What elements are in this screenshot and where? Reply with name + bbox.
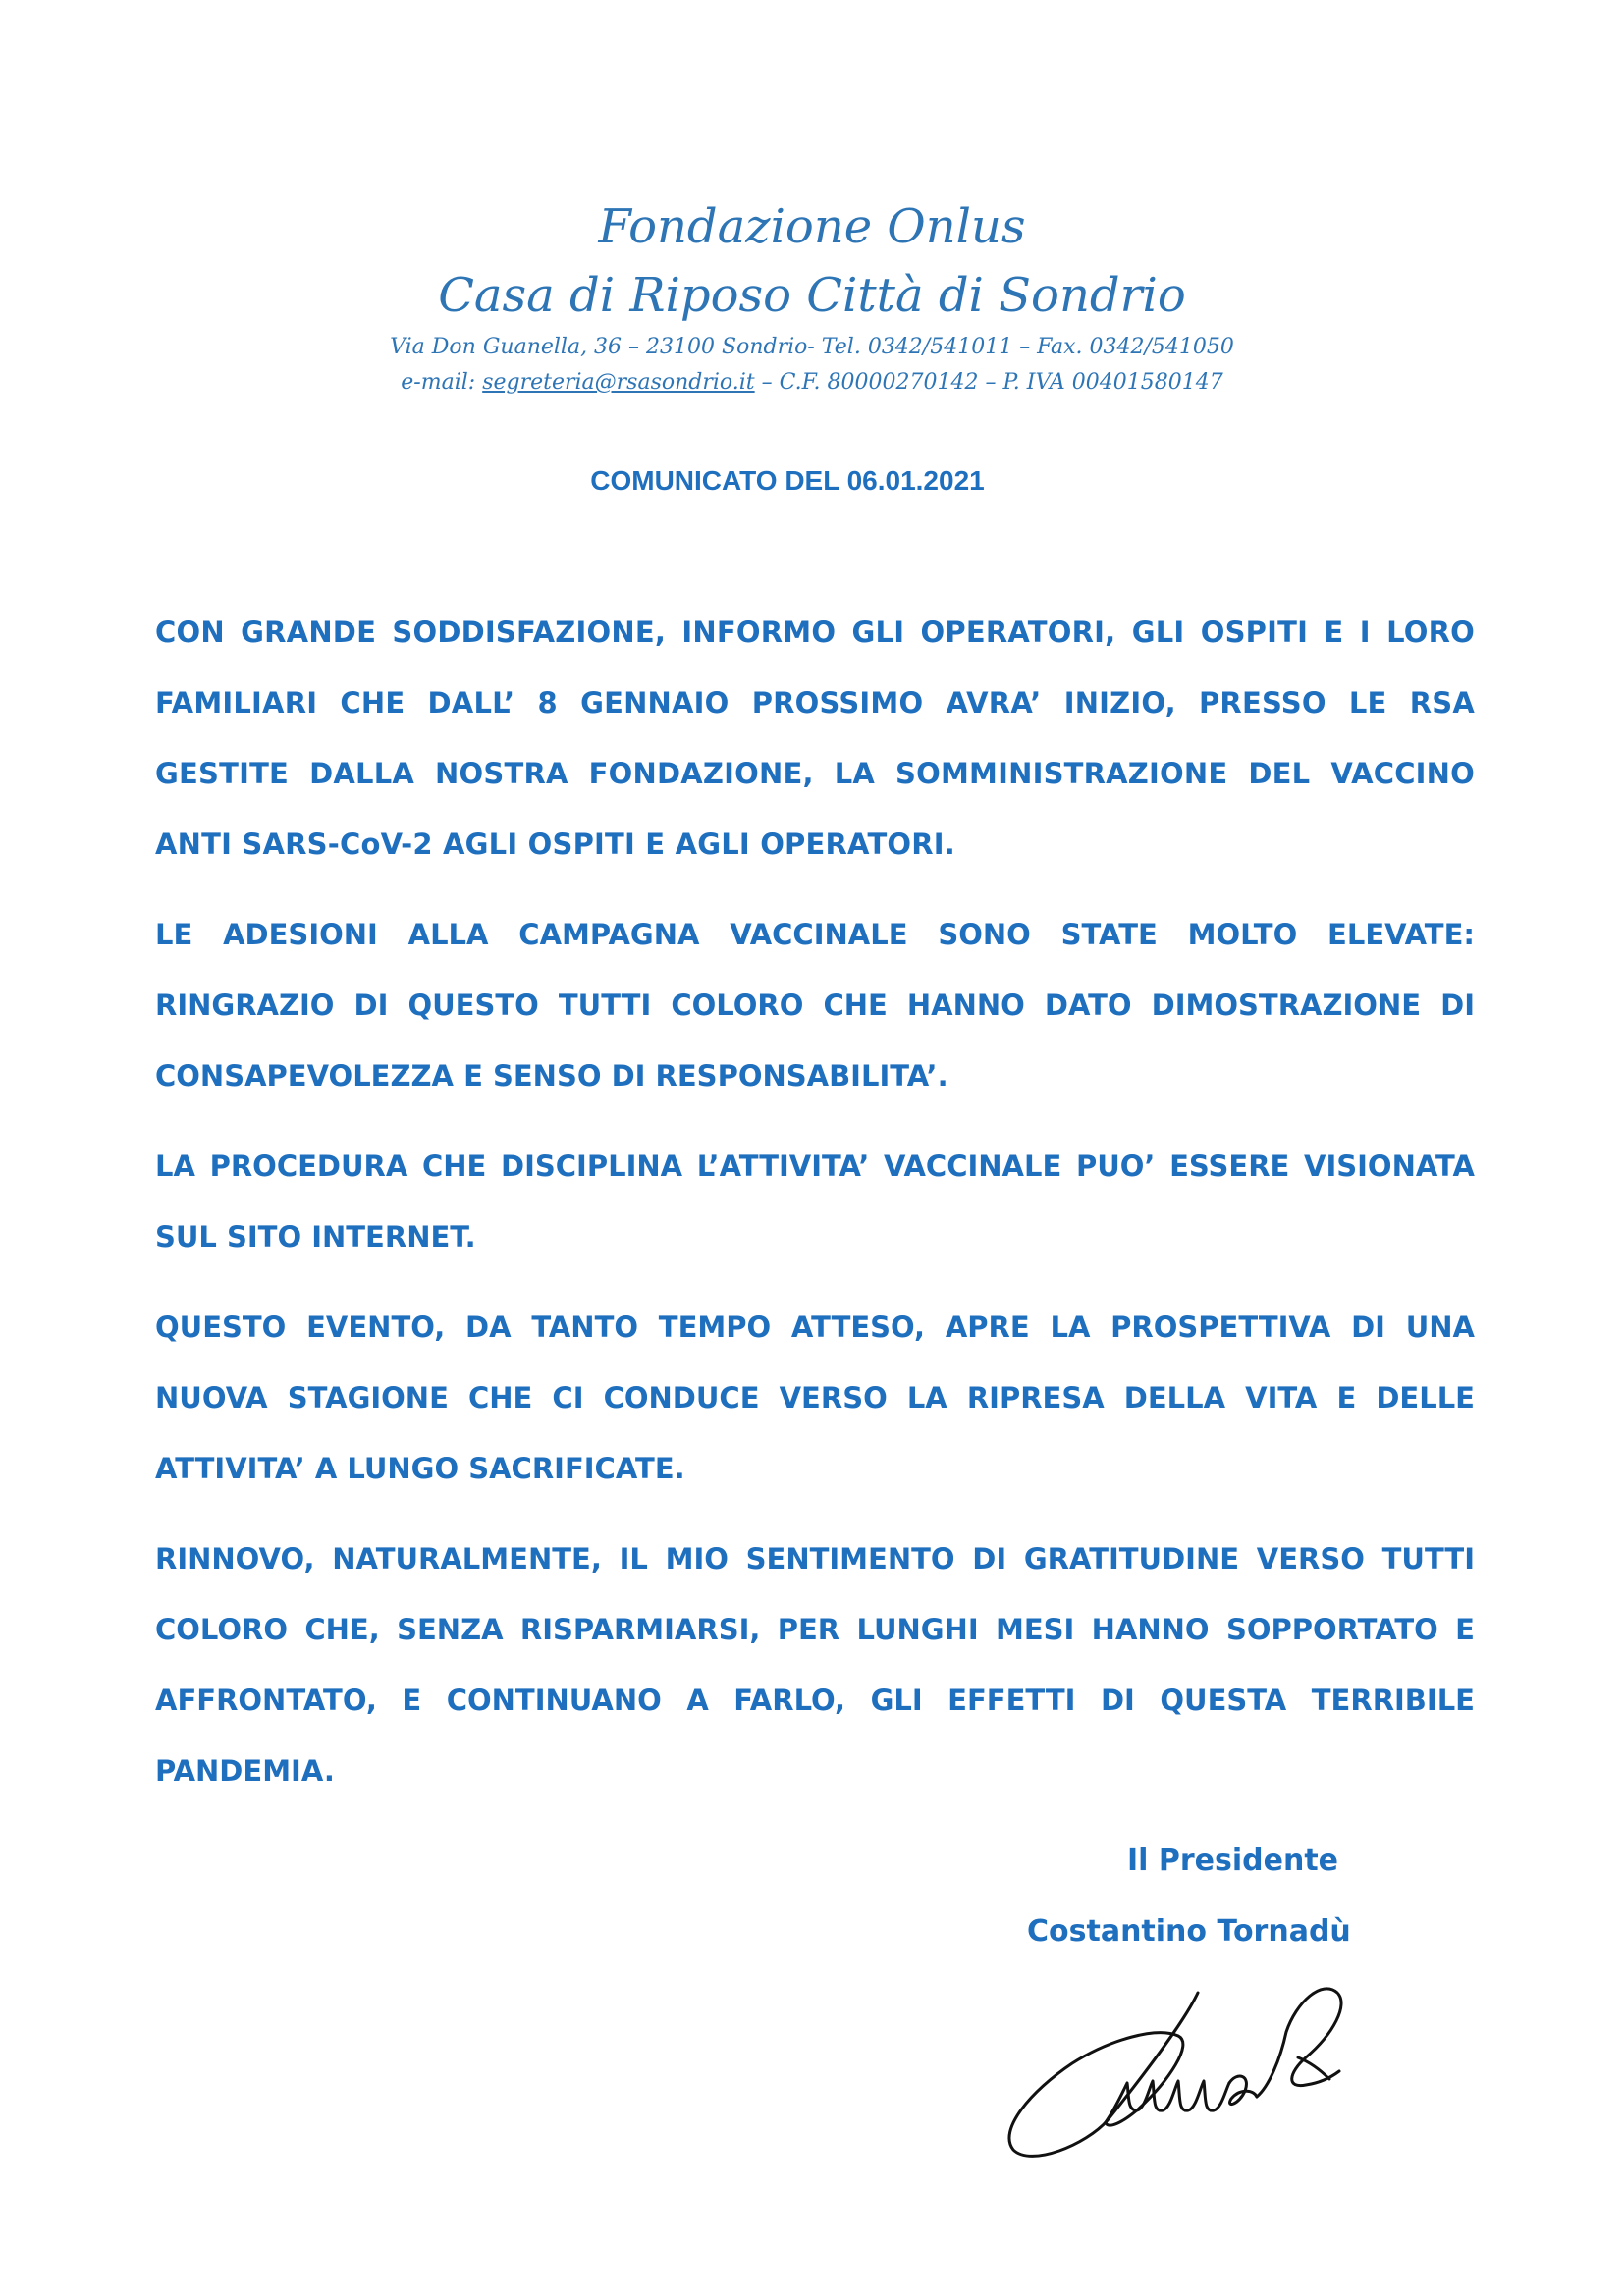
- signer-role: Il Presidente: [1127, 1843, 1339, 1878]
- letterhead: [0, 192, 1624, 400]
- signoff: [982, 1826, 1394, 1967]
- notice-title: COMUNICATO DEL 06.01.2021: [590, 465, 985, 496]
- email-prefix: e-mail:: [401, 370, 483, 395]
- paragraph-4: QUESTO EVENTO, DA TANTO TEMPO ATTESO, APRE LA PROSPETTIVA DI UNA NUOVA STAGIONE CHE CI CONDUCE VERSO LA RIPRESA DELLA VITA E DELLE ATTIVITA’ A LUNGO SACRIFICATE.: [155, 1310, 1475, 1485]
- paragraph-1: CON GRANDE SODDISFAZIONE, INFORMO GLI OPERATORI, GLI OSPITI E I LORO FAMILIARI CHE DALL’ 8 GENNAIO PROSSIMO AVRA’ INIZIO, PRESSO LE RSA GESTITE DALLA NOSTRA FONDAZIONE, LA SOMMINISTRAZIONE DEL VACCINO ANTI SARS-CoV-2 AGLI OSPITI E AGLI OPERATORI.: [155, 615, 1475, 861]
- letterhead-org: Fondazione Onlus: [598, 199, 1026, 254]
- paragraph-5: RINNOVO, NATURALMENTE, IL MIO SENTIMENTO DI GRATITUDINE VERSO TUTTI COLORO CHE, SENZA RISPARMIARSI, PER LUNGHI MESI HANNO SOPPORTATO E AFFRONTATO, E CONTINUANO A FARLO, GLI EFFETTI DI QUESTA TERRIBILE PANDEMIA.: [155, 1542, 1475, 1788]
- notice-body: [155, 597, 1475, 1826]
- handwritten-signature: [992, 1973, 1355, 2169]
- letterhead-contacts: [0, 365, 1624, 400]
- paragraph-3: LA PROCEDURA CHE DISCIPLINA L’ATTIVITA’ VACCINALE PUO’ ESSERE VISIONATA SUL SITO INTERNET.: [155, 1149, 1475, 1254]
- paragraph-2: LE ADESIONI ALLA CAMPAGNA VACCINALE SONO STATE MOLTO ELEVATE: RINGRAZIO DI QUESTO TUTTI COLORO CHE HANNO DATO DIMOSTRAZIONE DI CONSAPEVOLEZZA E SENSO DI RESPONSABILITA’.: [155, 918, 1475, 1093]
- email-link[interactable]: segreteria@rsasondrio.it: [482, 370, 755, 395]
- letterhead-name: Casa di Riposo Città di Sondrio: [438, 268, 1186, 323]
- signature-drawing: [992, 1973, 1355, 2169]
- fiscal-info: – C.F. 80000270142 – P. IVA 00401580147: [754, 370, 1223, 395]
- signer-name: Costantino Tornadù: [1027, 1914, 1351, 1949]
- letterhead-address: Via Don Guanella, 36 – 23100 Sondrio- Tel. 0342/541011 – Fax. 0342/541050: [390, 335, 1234, 359]
